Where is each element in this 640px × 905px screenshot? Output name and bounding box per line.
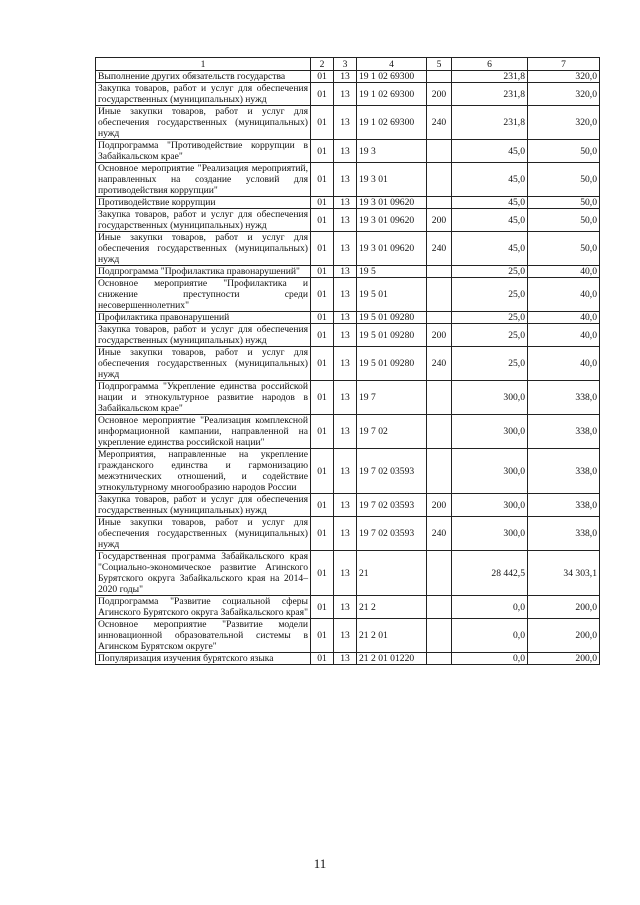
row-expense-type-cell: 200 (427, 209, 452, 232)
row-name-cell: Основное мероприятие "Реализация комплексной информационной кампании, направленной на укрепление единства российской нации" (96, 415, 311, 449)
row-amount-cell-1: 25,0 (452, 347, 528, 381)
row-article-cell: 21 2 (357, 596, 427, 619)
row-amount-cell-1: 231,8 (452, 83, 528, 106)
row-article-cell: 19 5 (357, 266, 427, 278)
column-header: 7 (528, 58, 600, 71)
row-expense-type-cell: 240 (427, 232, 452, 266)
row-article-cell: 21 2 01 01220 (357, 653, 427, 665)
row-amount-cell-2: 50,0 (528, 232, 600, 266)
row-article-cell: 19 3 01 09620 (357, 209, 427, 232)
row-article-cell: 19 1 02 69300 (357, 106, 427, 140)
row-amount-cell-2: 338,0 (528, 494, 600, 517)
row-amount-cell-2: 40,0 (528, 347, 600, 381)
row-subsection-cell: 13 (334, 619, 357, 653)
row-subsection-cell: 13 (334, 266, 357, 278)
row-section-cell: 01 (311, 347, 334, 381)
row-amount-cell-2: 50,0 (528, 209, 600, 232)
row-name-cell: Основное мероприятие "Развитие модели инновационной образовательной системы в Агинском Бурятском округе" (96, 619, 311, 653)
row-amount-cell-1: 300,0 (452, 494, 528, 517)
row-expense-type-cell (427, 551, 452, 596)
row-expense-type-cell (427, 381, 452, 415)
row-section-cell: 01 (311, 494, 334, 517)
row-name-cell: Выполнение других обязательств государства (96, 71, 311, 83)
row-subsection-cell: 13 (334, 83, 357, 106)
row-section-cell: 01 (311, 596, 334, 619)
row-expense-type-cell (427, 140, 452, 163)
row-name-cell: Закупка товаров, работ и услуг для обеспечения государственных (муниципальных) нужд (96, 209, 311, 232)
row-name-cell: Подпрограмма "Укрепление единства российской нации и этнокультурное развитие народов в Забайкальском крае" (96, 381, 311, 415)
row-expense-type-cell (427, 278, 452, 312)
row-amount-cell-2: 200,0 (528, 596, 600, 619)
table-row (96, 71, 600, 83)
row-article-cell: 19 5 01 (357, 278, 427, 312)
row-amount-cell-1: 300,0 (452, 415, 528, 449)
row-article-cell: 19 3 01 09620 (357, 232, 427, 266)
row-article-cell: 19 1 02 69300 (357, 71, 427, 83)
table-row (96, 312, 600, 324)
row-amount-cell-1: 45,0 (452, 140, 528, 163)
row-name-cell: Иные закупки товаров, работ и услуг для обеспечения государственных (муниципальных) нужд (96, 232, 311, 266)
row-amount-cell-2: 338,0 (528, 415, 600, 449)
row-section-cell: 01 (311, 266, 334, 278)
table-row (96, 619, 600, 653)
row-amount-cell-2: 40,0 (528, 324, 600, 347)
row-amount-cell-2: 320,0 (528, 71, 600, 83)
row-name-cell: Государственная программа Забайкальского края "Социально-экономическое развитие Агинского Бурятского округа Забайкальского края на 2014–2020 годы" (96, 551, 311, 596)
row-name-cell: Подпрограмма "Противодействие коррупции в Забайкальском крае" (96, 140, 311, 163)
row-section-cell: 01 (311, 449, 334, 494)
row-subsection-cell: 13 (334, 209, 357, 232)
row-section-cell: 01 (311, 197, 334, 209)
row-name-cell: Основное мероприятие "Реализация мероприятий, направленных на создание условий для противодействия коррупции" (96, 163, 311, 197)
table-row (96, 324, 600, 347)
table-row (96, 163, 600, 197)
column-header: 2 (311, 58, 334, 71)
row-subsection-cell: 13 (334, 312, 357, 324)
row-article-cell: 21 2 01 (357, 619, 427, 653)
row-amount-cell-1: 300,0 (452, 517, 528, 551)
row-article-cell: 19 7 02 03593 (357, 517, 427, 551)
row-amount-cell-2: 320,0 (528, 83, 600, 106)
row-amount-cell-1: 45,0 (452, 163, 528, 197)
row-section-cell: 01 (311, 140, 334, 163)
row-amount-cell-1: 0,0 (452, 596, 528, 619)
row-article-cell: 19 7 (357, 381, 427, 415)
row-name-cell: Закупка товаров, работ и услуг для обеспечения государственных (муниципальных) нужд (96, 83, 311, 106)
row-expense-type-cell: 200 (427, 324, 452, 347)
row-subsection-cell: 13 (334, 551, 357, 596)
row-name-cell: Иные закупки товаров, работ и услуг для обеспечения государственных (муниципальных) нужд (96, 347, 311, 381)
row-expense-type-cell (427, 163, 452, 197)
row-section-cell: 01 (311, 415, 334, 449)
row-article-cell: 19 5 01 09280 (357, 312, 427, 324)
budget-table (95, 57, 600, 665)
table-row (96, 551, 600, 596)
page-number: 11 (313, 856, 327, 871)
row-subsection-cell: 13 (334, 232, 357, 266)
row-article-cell: 19 7 02 03593 (357, 449, 427, 494)
row-amount-cell-2: 34 303,1 (528, 551, 600, 596)
row-article-cell: 19 5 01 09280 (357, 324, 427, 347)
row-amount-cell-2: 40,0 (528, 266, 600, 278)
row-expense-type-cell (427, 415, 452, 449)
row-section-cell: 01 (311, 278, 334, 312)
row-section-cell: 01 (311, 551, 334, 596)
column-header: 5 (427, 58, 452, 71)
row-article-cell: 19 7 02 (357, 415, 427, 449)
row-subsection-cell: 13 (334, 381, 357, 415)
row-amount-cell-1: 45,0 (452, 197, 528, 209)
row-amount-cell-1: 45,0 (452, 232, 528, 266)
row-section-cell: 01 (311, 381, 334, 415)
row-expense-type-cell (427, 619, 452, 653)
row-subsection-cell: 13 (334, 517, 357, 551)
table-row (96, 596, 600, 619)
row-article-cell: 19 1 02 69300 (357, 83, 427, 106)
row-section-cell: 01 (311, 324, 334, 347)
row-subsection-cell: 13 (334, 71, 357, 83)
row-subsection-cell: 13 (334, 163, 357, 197)
row-amount-cell-1: 0,0 (452, 619, 528, 653)
row-amount-cell-1: 25,0 (452, 278, 528, 312)
row-section-cell: 01 (311, 653, 334, 665)
table-row (96, 517, 600, 551)
table-row (96, 140, 600, 163)
row-amount-cell-1: 45,0 (452, 209, 528, 232)
table-row (96, 232, 600, 266)
row-amount-cell-2: 40,0 (528, 278, 600, 312)
row-name-cell: Закупка товаров, работ и услуг для обеспечения государственных (муниципальных) нужд (96, 494, 311, 517)
row-amount-cell-2: 40,0 (528, 312, 600, 324)
row-section-cell: 01 (311, 209, 334, 232)
table-row (96, 494, 600, 517)
table-row (96, 209, 600, 232)
row-subsection-cell: 13 (334, 347, 357, 381)
row-amount-cell-1: 231,8 (452, 71, 528, 83)
column-header: 4 (357, 58, 427, 71)
row-expense-type-cell (427, 197, 452, 209)
table-row (96, 197, 600, 209)
row-name-cell: Закупка товаров, работ и услуг для обеспечения государственных (муниципальных) нужд (96, 324, 311, 347)
row-section-cell: 01 (311, 312, 334, 324)
table-row (96, 415, 600, 449)
row-amount-cell-1: 25,0 (452, 312, 528, 324)
header-row (96, 58, 600, 71)
column-header: 1 (96, 58, 311, 71)
table-row (96, 653, 600, 665)
table-row (96, 83, 600, 106)
row-expense-type-cell: 200 (427, 83, 452, 106)
row-amount-cell-2: 338,0 (528, 517, 600, 551)
row-subsection-cell: 13 (334, 449, 357, 494)
table-row (96, 266, 600, 278)
row-amount-cell-1: 25,0 (452, 324, 528, 347)
row-section-cell: 01 (311, 83, 334, 106)
row-expense-type-cell: 240 (427, 106, 452, 140)
table-row (96, 449, 600, 494)
row-article-cell: 21 (357, 551, 427, 596)
row-subsection-cell: 13 (334, 140, 357, 163)
row-name-cell: Иные закупки товаров, работ и услуг для обеспечения государственных (муниципальных) нужд (96, 106, 311, 140)
column-header: 6 (452, 58, 528, 71)
row-subsection-cell: 13 (334, 653, 357, 665)
table-row (96, 347, 600, 381)
row-subsection-cell: 13 (334, 106, 357, 140)
row-amount-cell-2: 338,0 (528, 449, 600, 494)
row-subsection-cell: 13 (334, 596, 357, 619)
row-amount-cell-2: 200,0 (528, 619, 600, 653)
table-row (96, 106, 600, 140)
row-section-cell: 01 (311, 517, 334, 551)
row-name-cell: Популяризация изучения бурятского языка (96, 653, 311, 665)
row-amount-cell-1: 28 442,5 (452, 551, 528, 596)
row-article-cell: 19 3 01 (357, 163, 427, 197)
row-subsection-cell: 13 (334, 494, 357, 517)
row-amount-cell-1: 0,0 (452, 653, 528, 665)
row-expense-type-cell (427, 653, 452, 665)
row-subsection-cell: 13 (334, 278, 357, 312)
row-amount-cell-2: 50,0 (528, 140, 600, 163)
row-name-cell: Профилактика правонарушений (96, 312, 311, 324)
row-amount-cell-1: 25,0 (452, 266, 528, 278)
row-amount-cell-2: 50,0 (528, 163, 600, 197)
row-name-cell: Основное мероприятие "Профилактика и снижение преступности среди несовершеннолетних" (96, 278, 311, 312)
row-expense-type-cell: 240 (427, 517, 452, 551)
row-name-cell: Иные закупки товаров, работ и услуг для обеспечения государственных (муниципальных) нужд (96, 517, 311, 551)
row-section-cell: 01 (311, 232, 334, 266)
row-section-cell: 01 (311, 71, 334, 83)
row-section-cell: 01 (311, 106, 334, 140)
row-amount-cell-1: 231,8 (452, 106, 528, 140)
row-name-cell: Подпрограмма "Профилактика правонарушений" (96, 266, 311, 278)
row-expense-type-cell (427, 71, 452, 83)
row-name-cell: Подпрограмма "Развитие социальной сферы Агинского Бурятского округа Забайкальского края" (96, 596, 311, 619)
row-expense-type-cell (427, 266, 452, 278)
row-expense-type-cell: 200 (427, 494, 452, 517)
row-subsection-cell: 13 (334, 415, 357, 449)
row-amount-cell-2: 338,0 (528, 381, 600, 415)
row-article-cell: 19 7 02 03593 (357, 494, 427, 517)
table-row (96, 278, 600, 312)
row-subsection-cell: 13 (334, 324, 357, 347)
row-amount-cell-2: 320,0 (528, 106, 600, 140)
row-subsection-cell: 13 (334, 197, 357, 209)
row-amount-cell-2: 50,0 (528, 197, 600, 209)
row-name-cell: Мероприятия, направленные на укрепление гражданского единства и гармонизацию межэтнических отношений, и содействие этнокультурному многообразию народов России (96, 449, 311, 494)
row-section-cell: 01 (311, 619, 334, 653)
row-amount-cell-1: 300,0 (452, 449, 528, 494)
row-amount-cell-1: 300,0 (452, 381, 528, 415)
row-expense-type-cell: 240 (427, 347, 452, 381)
row-name-cell: Противодействие коррупции (96, 197, 311, 209)
table-row (96, 381, 600, 415)
row-article-cell: 19 3 (357, 140, 427, 163)
row-expense-type-cell (427, 596, 452, 619)
row-expense-type-cell (427, 449, 452, 494)
row-amount-cell-2: 200,0 (528, 653, 600, 665)
column-header: 3 (334, 58, 357, 71)
row-expense-type-cell (427, 312, 452, 324)
row-article-cell: 19 3 01 09620 (357, 197, 427, 209)
row-article-cell: 19 5 01 09280 (357, 347, 427, 381)
row-section-cell: 01 (311, 163, 334, 197)
